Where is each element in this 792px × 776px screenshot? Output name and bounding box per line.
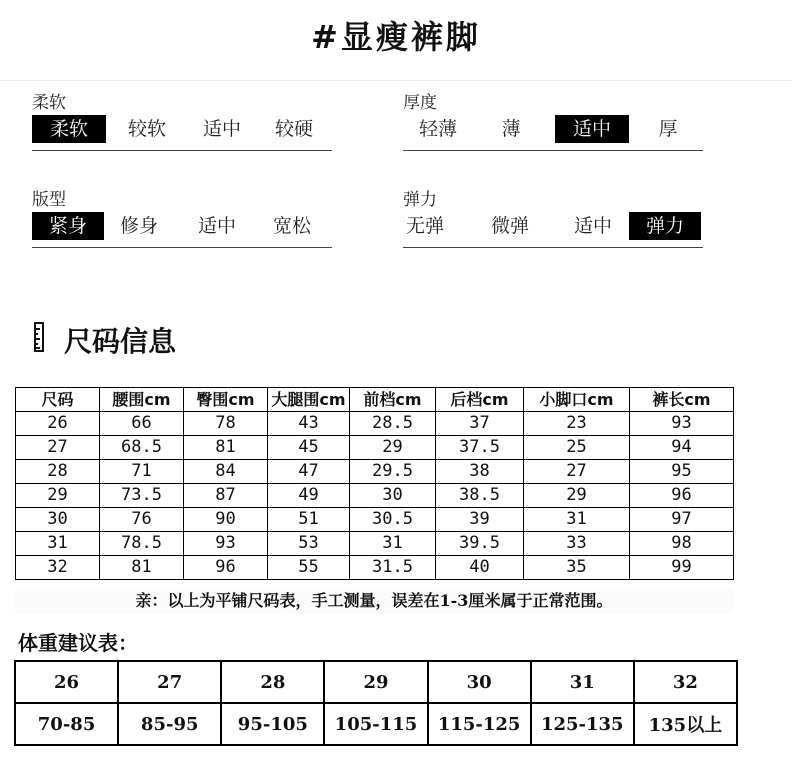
attr-options (32, 115, 332, 143)
page-title: #显瘦裤脚 (311, 18, 481, 56)
attr-option: 宽松 (272, 215, 311, 237)
table-cell: 73.5 (100, 484, 184, 508)
table-row (16, 532, 734, 556)
attr-underline (403, 247, 703, 248)
table-cell: 37 (436, 412, 524, 436)
table-cell: 53 (268, 532, 350, 556)
size-table (15, 387, 734, 580)
attr-option: 较硬 (274, 118, 313, 140)
table-cell: 31.5 (350, 556, 436, 580)
table-cell: 78 (184, 412, 268, 436)
attr-options (32, 212, 332, 240)
table-cell: 90 (184, 508, 268, 532)
weight-value-row (15, 703, 737, 745)
attr-option-selected: 紧身 (32, 212, 104, 240)
table-cell: 26 (16, 412, 100, 436)
weight-range-cell: 105-115 (324, 703, 427, 745)
table-cell: 32 (16, 556, 100, 580)
table-cell: 40 (436, 556, 524, 580)
title-divider (0, 80, 792, 81)
attr-label: 版型 (32, 190, 66, 210)
weight-size-cell: 30 (428, 661, 531, 703)
weight-size-cell: 28 (221, 661, 324, 703)
table-cell: 84 (184, 460, 268, 484)
table-cell: 66 (100, 412, 184, 436)
table-cell: 81 (184, 436, 268, 460)
attr-option: 适中 (197, 215, 236, 237)
table-cell: 99 (630, 556, 734, 580)
table-cell: 45 (268, 436, 350, 460)
attr-option: 适中 (202, 118, 241, 140)
weight-size-row (15, 661, 737, 703)
table-cell: 28 (16, 460, 100, 484)
measurement-note: 亲：以上为平铺尺码表，手工测量，误差在1-3厘米属于正常范围。 (15, 588, 733, 614)
table-cell: 55 (268, 556, 350, 580)
table-cell: 81 (100, 556, 184, 580)
attr-option-selected: 柔软 (32, 115, 106, 143)
attr-underline (403, 150, 703, 151)
table-cell: 27 (524, 460, 630, 484)
table-cell: 38 (436, 460, 524, 484)
table-cell: 23 (524, 412, 630, 436)
attr-option-selected: 适中 (555, 115, 629, 143)
weight-size-cell: 29 (324, 661, 427, 703)
attr-group-elasticity (403, 185, 703, 260)
table-cell: 27 (16, 436, 100, 460)
attr-option: 厚 (658, 118, 678, 140)
table-cell: 93 (184, 532, 268, 556)
weight-range-cell: 85-95 (118, 703, 221, 745)
weight-range-cell: 70-85 (15, 703, 118, 745)
column-header: 尺码 (16, 388, 100, 412)
weight-size-cell: 26 (15, 661, 118, 703)
column-header: 后档cm (436, 388, 524, 412)
attr-option-selected: 弹力 (629, 212, 701, 240)
table-cell: 43 (268, 412, 350, 436)
table-cell: 47 (268, 460, 350, 484)
attr-option: 修身 (119, 215, 158, 237)
attr-group-thickness (403, 88, 703, 163)
table-cell: 31 (350, 532, 436, 556)
attr-label: 弹力 (403, 190, 437, 210)
weight-chart-title: 体重建议表： (18, 631, 138, 655)
table-cell: 87 (184, 484, 268, 508)
table-cell: 30.5 (350, 508, 436, 532)
column-header: 腰围cm (100, 388, 184, 412)
table-cell: 30 (350, 484, 436, 508)
table-cell: 38.5 (436, 484, 524, 508)
size-table-header-row (16, 388, 734, 412)
table-cell: 76 (100, 508, 184, 532)
table-cell: 78.5 (100, 532, 184, 556)
table-cell: 31 (16, 532, 100, 556)
table-cell: 29.5 (350, 460, 436, 484)
attr-underline (32, 150, 332, 151)
weight-range-cell: 95-105 (221, 703, 324, 745)
table-row (16, 460, 734, 484)
table-cell: 93 (630, 412, 734, 436)
table-row (16, 412, 734, 436)
attr-label: 厚度 (403, 93, 437, 113)
table-cell: 39 (436, 508, 524, 532)
table-cell: 97 (630, 508, 734, 532)
table-cell: 28.5 (350, 412, 436, 436)
attr-option: 适中 (573, 215, 612, 237)
table-cell: 25 (524, 436, 630, 460)
attr-option: 无弹 (405, 215, 444, 237)
table-cell: 98 (630, 532, 734, 556)
attr-option: 较软 (127, 118, 166, 140)
table-cell: 71 (100, 460, 184, 484)
table-cell: 96 (630, 484, 734, 508)
attr-option: 轻薄 (418, 118, 457, 140)
column-header: 小脚口cm (524, 388, 630, 412)
table-cell: 51 (268, 508, 350, 532)
weight-range-cell: 125-135 (531, 703, 634, 745)
table-cell: 94 (630, 436, 734, 460)
table-cell: 68.5 (100, 436, 184, 460)
table-cell: 37.5 (436, 436, 524, 460)
attr-group-softness (32, 88, 332, 163)
table-row (16, 436, 734, 460)
table-cell: 29 (524, 484, 630, 508)
table-cell: 49 (268, 484, 350, 508)
weight-table (14, 660, 738, 746)
weight-range-cell: 135以上 (634, 703, 737, 745)
attr-underline (32, 247, 332, 248)
attr-options (403, 212, 703, 240)
table-cell: 39.5 (436, 532, 524, 556)
table-cell: 33 (524, 532, 630, 556)
column-header: 前档cm (350, 388, 436, 412)
attr-option: 薄 (501, 118, 521, 140)
table-cell: 96 (184, 556, 268, 580)
attr-group-fit (32, 185, 332, 260)
column-header: 臀围cm (184, 388, 268, 412)
attr-options (403, 115, 703, 143)
table-cell: 35 (524, 556, 630, 580)
size-chart-title: 尺码信息 (64, 325, 177, 358)
ruler-icon (34, 322, 44, 352)
table-row (16, 556, 734, 580)
table-row (16, 508, 734, 532)
table-cell: 95 (630, 460, 734, 484)
table-cell: 30 (16, 508, 100, 532)
attr-label: 柔软 (32, 93, 66, 113)
weight-size-cell: 31 (531, 661, 634, 703)
weight-size-cell: 32 (634, 661, 737, 703)
table-row (16, 484, 734, 508)
table-cell: 29 (350, 436, 436, 460)
attr-option: 微弹 (490, 215, 529, 237)
table-cell: 31 (524, 508, 630, 532)
column-header: 大腿围cm (268, 388, 350, 412)
table-cell: 29 (16, 484, 100, 508)
column-header: 裤长cm (630, 388, 734, 412)
weight-size-cell: 27 (118, 661, 221, 703)
weight-range-cell: 115-125 (428, 703, 531, 745)
